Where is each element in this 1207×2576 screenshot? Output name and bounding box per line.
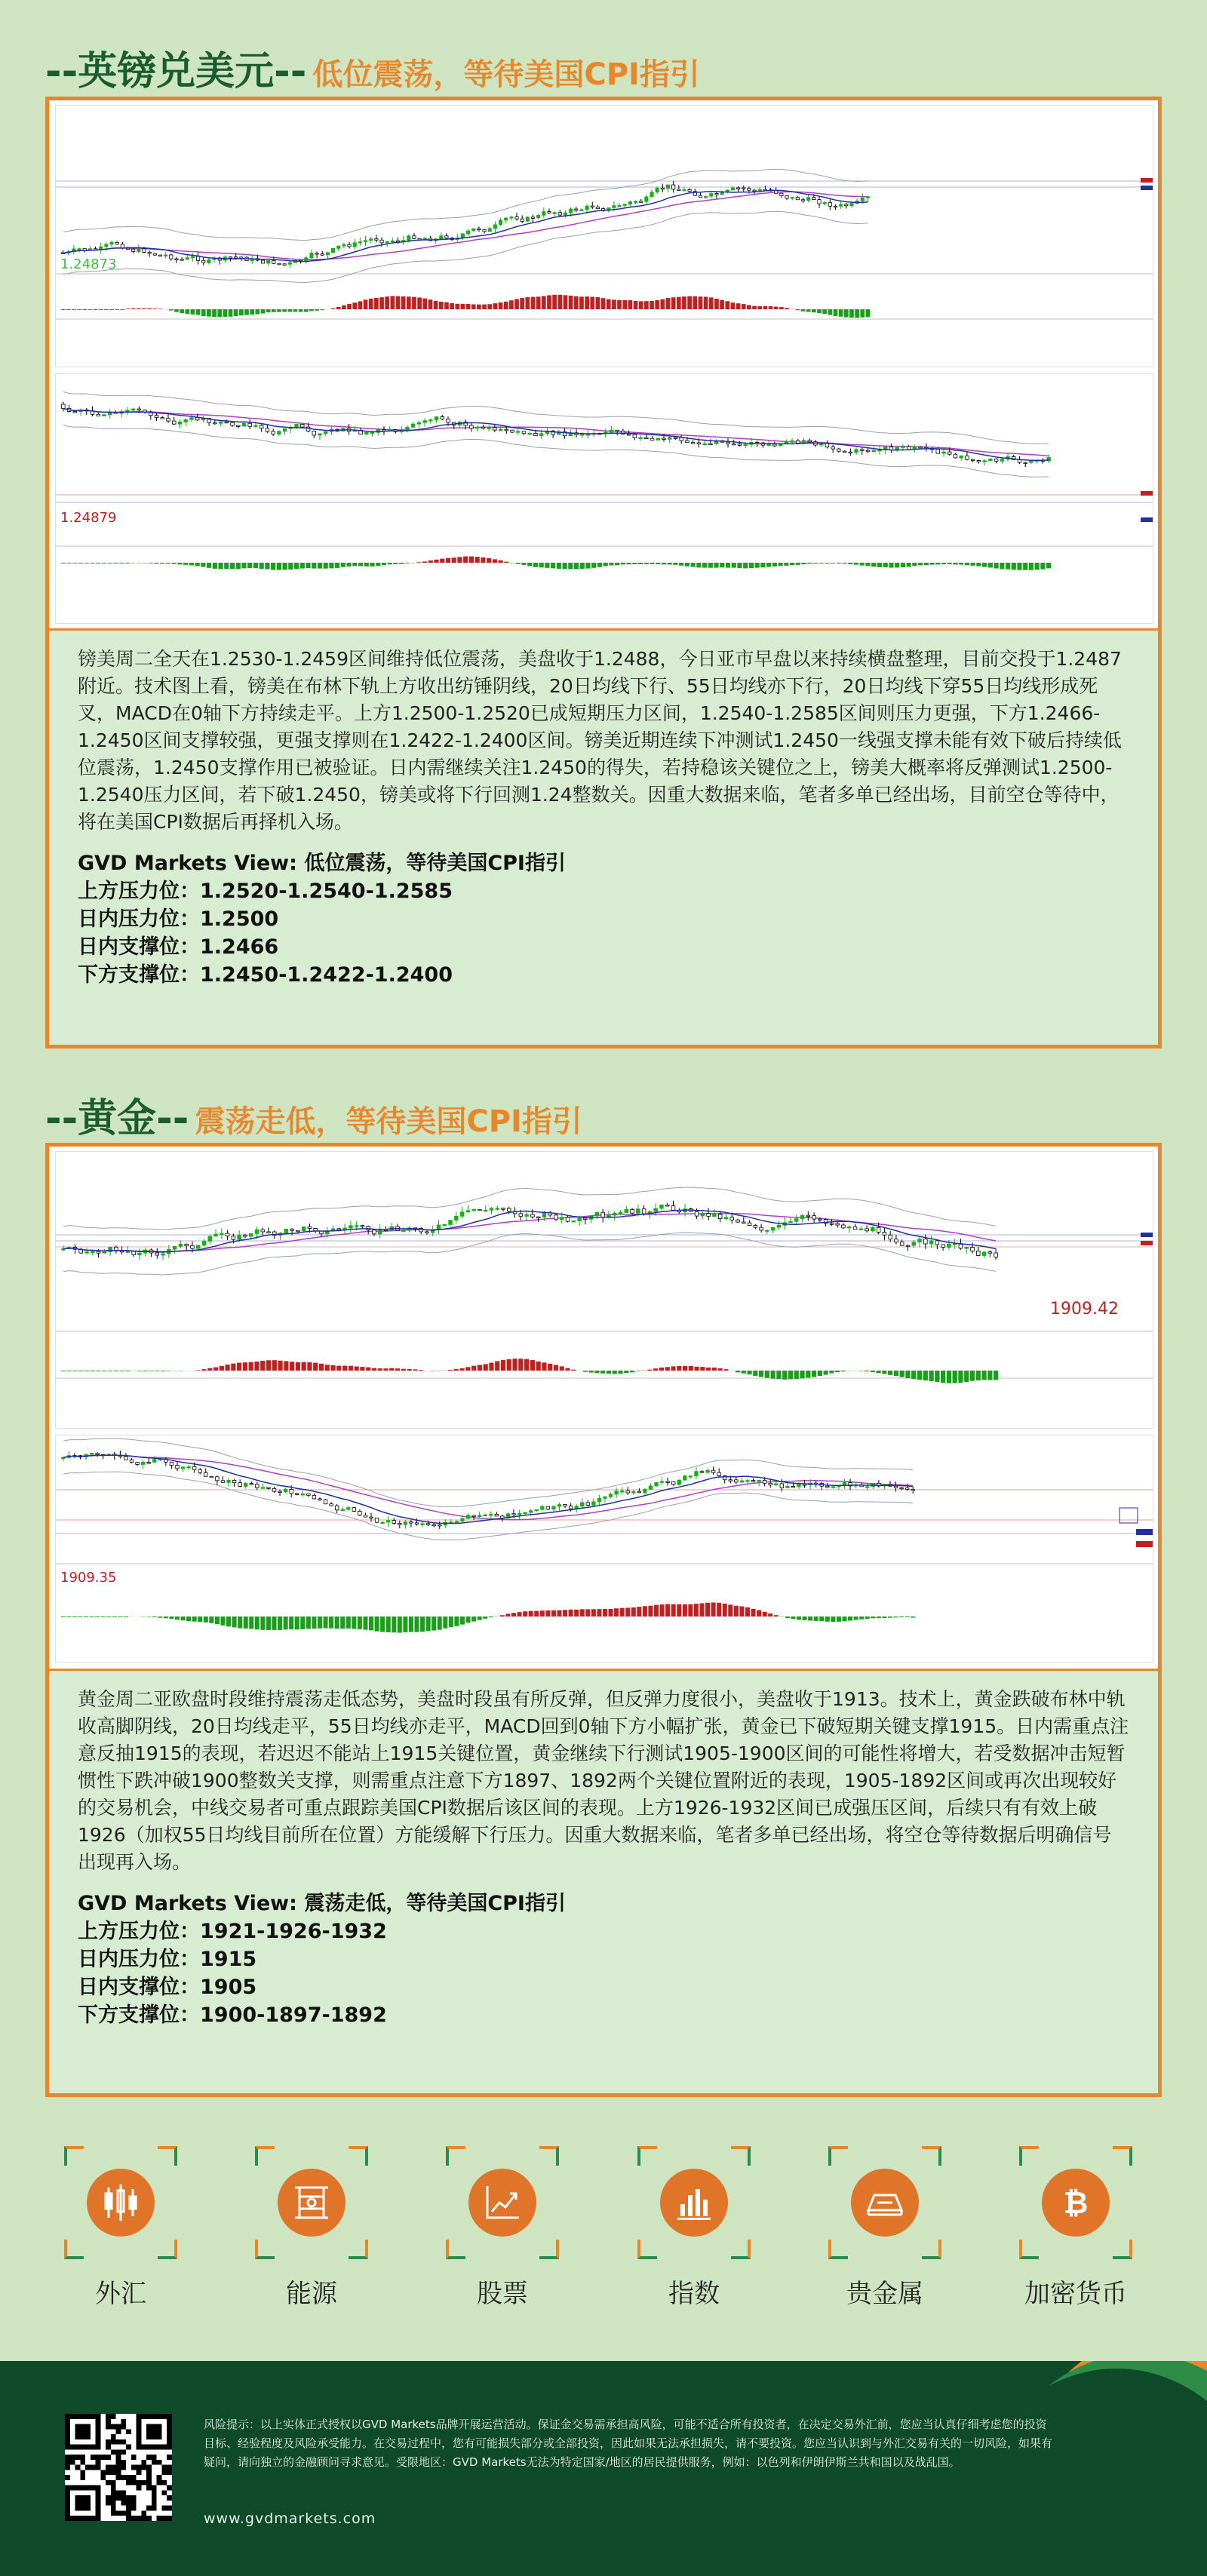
section-title-main: --英镑兑美元--: [45, 49, 307, 94]
section-title-sub: 低位震荡，等待美国CPI指引: [312, 57, 700, 92]
gbpusd-analysis: [49, 628, 1158, 1045]
section-title-gbpusd: [45, 39, 700, 96]
candlestick-icon: [87, 2169, 155, 2237]
gold-bar-icon: [851, 2169, 919, 2237]
market-category-row: [0, 2146, 1207, 2327]
gold-chart-1h: [55, 1151, 1153, 1429]
bar-index-icon: [660, 2169, 728, 2237]
category-label: 外汇: [95, 2279, 146, 2309]
gold-card: [45, 1143, 1162, 2097]
chart-price-label: 1909.35: [60, 1570, 117, 1586]
category-label: 股票: [477, 2279, 528, 2309]
category-stocks[interactable]: [442, 2146, 563, 2310]
qr-code[interactable]: [65, 2414, 172, 2521]
chart-price-label: 1.24873: [60, 256, 117, 272]
chart-price-label: 1909.42: [1050, 1300, 1119, 1319]
level-row: 日内压力位：1915: [78, 1948, 257, 1971]
category-forex[interactable]: [60, 2146, 181, 2310]
category-label: 加密货币: [1024, 2279, 1127, 2309]
section-title-sub: 震荡走低，等待美国CPI指引: [195, 1104, 582, 1139]
level-row: 下方支撑位：1900-1897-1892: [78, 2003, 387, 2027]
risk-disclaimer: 风险提示：以上实体正式授权以GVD Markets品牌开展运营活动。保证金交易需承担高风险，可能不适合所有投资者，在决定交易外汇前，您应当认真仔细考虑您的投资目标、经验程度及风险承受能力。在交易过程中，您有可能损失部分或全部投资，因此如果无法承担损失，请不要投资。您应当认识到与外汇交易有关的一切风险，如果有疑问，请向独立的金融顾问寻求意见。受限地区：GVD Markets无法为特定国家/地区的居民提供服务，例如：以色列和伊朗伊斯兰共和国以及战乱国。: [204, 2418, 1053, 2469]
category-crypto[interactable]: [1015, 2146, 1136, 2310]
markets-view: GVD Markets View: 震荡走低，等待美国CPI指引: [78, 1892, 566, 1915]
oil-barrel-icon: [278, 2169, 346, 2237]
level-row: 日内压力位：1.2500: [78, 907, 279, 931]
level-row: 日内支撑位：1905: [78, 1976, 257, 1999]
category-energy[interactable]: [251, 2146, 372, 2310]
level-row: 上方压力位：1921-1926-1932: [78, 1920, 387, 1943]
section-title-main: --黄金--: [45, 1096, 189, 1141]
svg-text:₿: ₿: [1063, 2186, 1089, 2221]
analysis-paragraph: 镑美周二全天在1.2530-1.2459区间维持低位震荡，美盘收于1.2488，今日亚市早盘以来持续横盘整理，目前交投于1.2487附近。技术图上看，镑美在布林下轨上方收出纺锤阴线，20日均线下行、55日均线亦下行，20日均线下穿55日均线形成死叉，MACD在0轴下方持续走平。上方1.2500-1.2520已成短期压力区间，1.2540-1.2585区间则压力更强，下方1.2466-1.2450区间支撑较强，更强支撑则在1.2422-1.2400区间。镑美近期连续下冲测试1.2450一线强支撑未能有效下破后持续低位震荡，1.2450支撑作用已被验证。日内需继续关注1.2450的得失，若持稳该关键位之上，镑美大概率将反弹测试1.2500-1.2540压力区间，若下破1.2450，镑美或将下行回测1.24整数关。因重大数据来临，笔者多单已经出场，目前空仓等待中，将在美国CPI数据后再择机入场。: [78, 648, 1122, 833]
markets-view: GVD Markets View: 低位震荡，等待美国CPI指引: [78, 852, 566, 875]
section-title-gold: [45, 1086, 582, 1143]
category-label: 能源: [286, 2279, 337, 2309]
gbpusd-card: [45, 97, 1162, 1049]
level-row: 日内支撑位：1.2466: [78, 935, 279, 959]
gbpusd-chart-1h: [55, 105, 1153, 367]
website-link[interactable]: www.gvdmarkets.com: [204, 2510, 376, 2527]
stock-chart-icon: [468, 2169, 536, 2237]
level-row: 上方压力位：1.2520-1.2540-1.2585: [78, 880, 453, 903]
gold-analysis: [49, 1669, 1158, 2093]
chart-price-label: 1.24879: [60, 510, 117, 526]
footer: [0, 2361, 1207, 2576]
level-row: 下方支撑位：1.2450-1.2422-1.2400: [78, 963, 453, 987]
category-precious-metals[interactable]: [825, 2146, 945, 2310]
analysis-paragraph: 黄金周二亚欧盘时段维持震荡走低态势，美盘时段虽有所反弹，但反弹力度很小，美盘收于1913。技术上，黄金跌破布林中轨收高脚阴线，20日均线走平，55日均线亦走平，MACD回到0轴下方小幅扩张，黄金已下破短期关键支撑1915。日内需重点注意反抽1915的表现，若迟迟不能站上1915关键位置，黄金继续下行测试1905-1900区间的可能性将增大，若受数据冲击短暂惯性下跌冲破1900整数关支撑，则需重点注意下方1897、1892两个关键位置附近的表现，1905-1892区间或再次出现较好的交易机会，中线交易者可重点跟踪美国CPI数据后该区间的表现。上方1926-1932区间已成强压区间，后续只有有效上破1926（加权55日均线目前所在位置）方能缓解下行压力。因重大数据来临，笔者多单已经出场，将空仓等待数据后明确信号出现再入场。: [78, 1688, 1129, 1873]
gold-chart-4h: [55, 1435, 1153, 1663]
gbpusd-chart-4h: [55, 373, 1153, 624]
category-label: 贵金属: [846, 2279, 923, 2309]
bitcoin-icon: [1042, 2169, 1110, 2237]
category-index[interactable]: [634, 2146, 754, 2310]
category-label: 指数: [668, 2279, 720, 2309]
